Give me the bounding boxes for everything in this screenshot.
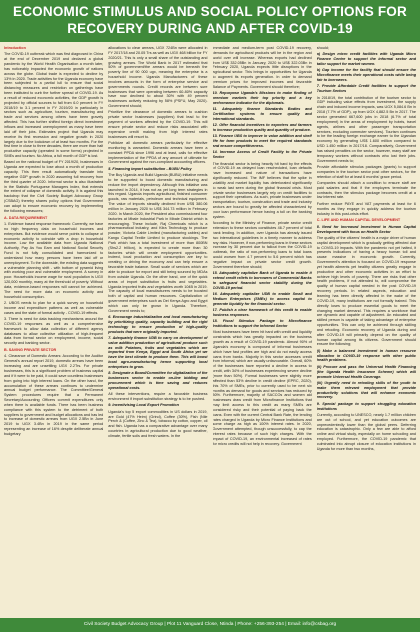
heading: 16. Adequately capitalize UDB to enable Small and Medium Enterprises (SMEs) to access capital to generate liquidity for the financial sector. — [212, 292, 312, 306]
paragraph: Provide affordable stimulus packages (grants) to support companies in the tourism sector post other sectors, for the retention of staff for at least 6 months' grace period. — [316, 164, 416, 179]
heading: 17. Publish a clear framework of this credit to enable business responses. — [212, 308, 312, 317]
paragraph: Based on the national budget of FY 2019/20, businesses in Uganda are expected to lose about a month of production capacity. This then result automatically translate into negative GDP growth in 2020 assuming full recovery from the third quarter of 2020. Informal sector is also illustrated in the Statistic Portuguese Managers Index, that extends the extent of collapse of domestic activity. It is against this backdrop that the Civil Society Budget Advocacy Group (CSBAG) thereby shares policy options that Government can adopt to ensure economic recovery by implementing the following measures; — [4, 160, 104, 213]
heading: 18. Fiscal Stimulus Package to Microfinance Institutions to support the Informal Sector — [212, 319, 312, 329]
paragraph: Further reduce PAYE and VAT payments at least for 6 months as they engage in quickly address the tourism industry in this post-crisis effort. — [316, 201, 416, 216]
heading: 9. Special package to support struggling education institutions — [316, 401, 416, 411]
column-2 — [108, 46, 207, 616]
paragraph: Prioritize the clearance of domestic arrears to cushion private sector businesses (suppliers) that lead to the payment of workers affected by the COVID-19. This will ensure private sector and reduce risks associated with expensive credit making from high interest rates businesses will resort to. — [108, 110, 208, 139]
paragraph: The quality of the citizens' health is a major driver of human capital development which is gradually getting affected due to COVID-19 impacts. With the pandemic not yet halted, it presents indications of having a heavy human toll and cause massive in economic growth. Currently, Government's attention is focused on COVID-19 response yet health ailments yet healthy citizens greatly engage in productive and other economic activities in an effort to achieve high levels of poverty. There are risks that other health problems, if not attended to, will compromise the quality of human capital needed in the post COVID-19 recovery periods. In related aspects, education and learning has been directly affected in the wake of the COVID-19, many institutions are not formally trained. This directly loses to produce essential goods to meet the changing market demand. This requires a workforce that are dynamic and capable of adjustment. An educated and skilled person is capable of taking advantage of enterprise opportunities. This can only be achieved through skilling and retooling. Economic recovery of Uganda during and after COVID-19 will primarily depend on the quality of human capital among its citizens. Government should ensure the following; — [316, 235, 416, 347]
heading: 5. Financing import substitution - BUBU Policy — [108, 166, 192, 171]
paragraph: Uganda's top 5 export commodities in US dollars in 2019, are Gold (47% Heim) (Grind), Coffee (30%), Fish (Nile Perch & (Coffee, Zinc & Tea), tobacco by cotton, copper, oil and fish. Uganda has a comparative advantage over many countries in agricultural production due to good weather, climate, fertile soils and fresh waters. In the — [108, 409, 208, 438]
paragraph: The COVID-19 outbreak which was first diagnosed in China at the end of December 2019 and declared a global pandemic by the World Health Organisation a month later, has noticeably impacted the economic growth of nations across the globe. Global trade is expected to decline by 13% in 2020. Trade activities for the Uganda economy have been subjected to a partial lull to ensure that social distancing measures and restriction on gatherings have been instituted to curb the further spread of COVID-19. As a result of reduced economic activities, the GDP growth is projected by official sources to fall from 6.0 percent in FY 2018/19 to 3.1 percent in FY 2019/20 in particularly in sectors such as agriculture, tourism, manufacturing and trade and services among others have been gravely affected. This has further shifted foreign direct investment inflows and increased unemployment as many have been laid off their jobs. Estimates project that Uganda may receive its first recession and negative growth in 2020 largely due to the lockdown of at least two months. For the first time in close to three decades, there are more than half productive capacity (operated in some forms) projected in SMEs and tourism. No Africa, a full month of GDP is lost. — [4, 52, 104, 159]
footer-bar — [0, 618, 420, 632]
heading: 13. Finance UBS to improve in value addition and shelf life for farm products to meet the required standards and ensure competitiveness. — [212, 134, 312, 149]
heading: 14. Increase Access of Credit Facility to the Private Sector — [212, 150, 312, 160]
heading: 10. Repurpose Uganda's Missions to make finding of premium markets their top priority and a key performance indicator for the diplomats. — [212, 91, 312, 105]
heading: A. DATA REQUIREMENT — [4, 215, 48, 220]
article-columns — [0, 42, 420, 616]
paragraph: The Buy Uganda and Build Uganda (BUBU) initiative needs to be supported to boost domestic manufacturing and reduce the import dependency. Although this initiative was launched in 2014, it has not as yet long term strategies in this regard. Uganda imports agricultural, finished consumer goods, raw materials, petroleum and technical equipment. The value of imports steadily declined from US$ 380.06 million in January 2020 to US$ 344.73 million in February 2020. In March 2020, the President also commissioned four factories at Mbale Industrial Park in Mbale District which is encouraging. These include, Raj Chemicals which is a pharmaceutical industry, and Kiira Technology to produce powder, Victoria Cable Limited (manufacturing cables) and Kangu Capital Textile Limited to produce stockings. The Park which has a total investment of more than 800BN (Shs2.2 trillion), is expected to create more than 30 factories which will create employment opportunities. Indeed, local production and consumption are key to creating or driving the economy and can help ensure a favorable trade balance. Small scale of services which are able to produce for export and still being sourced by MDAs from outside Uganda. On the other hand, one of the quick areas of import substitution is fruits and vegetables. Uganda imported fruits and vegetables worth 104B in 2019. The capacity of local manufacturers needs to be boosted both of capital and human resources. Capitalization of government enterprises such as Dei Kenya Agro and Egypt which can only be grown in Uganda. Therefore, Government needs to; — [108, 173, 208, 313]
paragraph: In 2018/19, the total contribution of the tourism sector to GDP including value effects from investment, the supply chain and induced income impacts, was UGX 5,084.6 Bn in 2018 (7.7% of GDP), up from UGX 4,882.5 Bn in 2017. The sector generated 667,600 jobs in 2018 (6.7% of total employment) in the areas of employment by hotels, travel agents, airlines and other passenger transportation services, excluding commuter services). Tourism continues to be the leading foreign exchange earner to the Ugandan economy by generating US$ 1.600 million compared to USD 1.450 million in 2017/18. Comparatively, Government has raised penalties on the sector, however, many staff are temporary workers without contracts who lost their jobs. Government needs to; — [316, 95, 416, 163]
heading: 7. Provide Affordable Credit facilities to support the Tourism Sectors — [316, 84, 416, 94]
paragraph: should; — [316, 46, 329, 50]
heading: B. SAVING PRIVATE SECTOR — [4, 348, 57, 353]
heading: b) Gap income for the facility that should ensure the Microfinance meets their operational costs while being fair to borrowers. — [316, 68, 416, 83]
paragraph: 2. UBOS needs to plan for a quick survey on household income and expenditure patterns as well as vulnerable cases and the state of formal activity - COVID-19 effects. — [4, 301, 104, 315]
paragraph: Most businesses have been hit hard with credit and liquidity constraints which has greatly impacted on the business growth as a result of COVID-19 pandemic. Almost 90% of Uganda's economy is composed of informal businesses which have fast profiles are high and do not easily access loans from banks. Majority in this sector accesses credit from informal, which are usually unfavourable. Overall, 60% of the businesses have reported a decline in access to credit, with 34% of businesses experiencing severe decline (more than 50%). Formal businesses were slightly more affected than 53% decline in credit decline (EPRC, 2020), this 70% of SMEs, prior to currently used to be next six months as demand for goods and services has reduced by 50%. Furthermore, majority of SACCOs and women aid businesses draw credit from Microfinance Institutions that may limit access to this credit as many SMEs are considered risky and their potential of paying back the loans. Even with the current Central Bank Rate, the lending rates charged in Uganda by Micro Finance Institutions and some charge as high as 100% interest rates. In 2020, Government attempted, though unsuccessfully, to cap the interest rates because of such high charges. With the impact of COVID-19, an environmental increased of rates for micro credits will not help in recovery. Government — [212, 330, 312, 446]
heading: (iii) Urgently need to retooling skills of the youth to make them relevant employment that provide productivity solutions that will enhance economic recovery. — [316, 380, 416, 400]
paragraph: Companies should attach a condition to ensure staff are paid salaries and that if the employers terminate the contracts, then the stimulus package becomes credit at a low interest rate. — [316, 180, 416, 200]
heading: 6. Encourage industrialization and local manufacturing by prioritizing quality, capacity building and the right technology to ensure production of high-quality products that were originally imported. — [108, 315, 208, 334]
column-4 — [317, 46, 416, 616]
heading: 7. Adequately finance UDB to carry on development of value addition production of agricultural produce such as milk Potatoes, fruits and vegetables which are imported from Kenya, Egypt and South Africa yet we have the best climate to produce them. This will boost local agro-manufacturing hence supporting local enterprises to grow. — [108, 335, 208, 369]
heading: 8. Designate a Board/Committee for digitalization of the businesses sector to enable on-line bidding and procurement which is time saving and reduces operational costs. — [108, 371, 208, 390]
heading: (i) Make a balanced investment in human resource allocation in COVID-19 response with other public health problems. — [316, 348, 416, 363]
heading: a) Design micro credit facilities with Uganda Micro Finance Centre to support the informal sector and tailor support for market women. — [316, 52, 416, 67]
paragraph: Currently, according to UNESCO, nearly 1.7 million children are out of school, and yet education outcomes are unprecedentedly lower than the global peers. Deferring education is catastrophic. Only a few are able to afford online and virtual study, especially on home schooling and employed. Furthermore, the COVID-19 pandemic that culminated into abrupt closure of education institutions in Uganda for more than two months, — [316, 412, 416, 451]
heading: Introduction — [4, 46, 26, 50]
paragraph: Publicize all domestic arrears particularly for effective monitoring is warranted. Domestic arrears have been a constant PPDA since 1996 and at least, calls for effective implementation of the PPDA of any amount of ultimate for Government against the non-compliant accounting officers. — [108, 141, 208, 165]
paragraph: 3. There is need for data tracking mechanisms around the COVID-19 responses as well as a comprehensive framework to allow data collection of different agency databases to allow collective utilization of high-frequent data from formal sector on employment, income, social security and banking sector. — [4, 317, 104, 346]
heading: 9. Incentivising Local Export Promotion — [108, 403, 179, 408]
page-title: ECONOMIC STIMULUS AND SOCIAL POLICY OPTIONS FOR RECOVERY DURING AND AFTER COVID-19 — [13, 4, 407, 36]
heading: (ii) Procure and pass the Universal Health Financing (the Uganda Health Insurance Scheme) which will promote Universal Health Coverage. — [316, 364, 416, 379]
footer-text: Civil Society Budget Advocacy Group | Plot 11 Vanguard Close, Ntinda | Phone: +256-393-254 | Email: info@csbag.org — [83, 622, 337, 627]
paragraph: 1. Evidence based response framework: Currently, we have no high frequency data on household incomes and enterprises. But evidence would serve points to collapse of economic activity to coincide with a drop in household income. Low the available data from Uganda National Authority, Pay As You Earn and National Social Security Fund is not fully consolidated and harmonized to understand how many persons have been laid off or unemployment. To the downside, the existing data suggests a vulnerable planning shift - with bottom of pyramid living with working poor and vulnerable employment. A survey in poor. Households income wage for rural population is UGX 120,000 monthly, many at the threshold of poverty. Without data, evidence-based responses will cannot be achieved. The need for more data on economic activity and household consumption. — [4, 222, 104, 299]
column-1 — [4, 46, 103, 616]
heading: 8. Need for Increased Investment in Human Capital Development with focus on Health Sector — [316, 224, 416, 234]
paragraph: immediate and medium-term post COVID-19 recovery, demands for agricultural products will be in the region and world over will increase. Whereas exports had declined from US$ 332.05Bn in January, 2020 to US$ 322.03Bn in February 2020, Uganda expects little disruptions in the agricultural sector. This brings in opportunities for Uganda to augment its exports generation. In order to demand premium prices for improved incomes and favorable Balance of Payments. Government should therefore; — [212, 46, 312, 89]
heading: 15. Adequately capitalize Bank of Uganda to enable it extend credit reliefs to borrowers of Commercial Banks to safeguard financial sector stability during the COVID-19 period. — [212, 271, 312, 290]
column-3 — [213, 46, 312, 616]
paragraph: 4. Clearance of Domestic Arrears: According to the Auditor General's annual report 2019, domestic arrears have been increasing and are unsettling UGX 2.2Trs. For private businesses, this is a significant problem of business capital and if it were to be paid, it could save countless businesses from going into high interest loans. On the other hand, the accumulation of these arrears continues to undermine annual budget performance. The Committee/General System procedures require that a Permanent Secretary/Accounting Officers commit expenditures only when there is available funds. There has been business compliance with this system to the detriment of both suppliers to government and budget allocations and has led to increase of domestic arrears from UGX 2.5Bn in June 2019 to UGX 3.4Bn in 2019 in the same period representing an increase of 16% despite deliberate annual budgetary — [4, 354, 104, 436]
heading: C. LIFE AND HUMAN CAPITAL DEVELOPMENT — [316, 218, 401, 223]
paragraph: All these interventions, require a favorable business environment if import substitution strategy is to be pushed. — [108, 392, 208, 402]
paragraph: The financial sector is being heavily hit hard by the effects of COVID-19 as delayed loan rescheduled, loan defaults have increased and nature of transactions have significantly reduced. The IMF believes that the spike in volatility and market liquidity has deteriorated significantly to weak last seen during the global financial crisis. Most private sector businesses largely rely on credit facilities to support their operations. As such, private businesses under transportation, tourism, construction and trade and industry sectors are bound to greatly be affected characterized by poor loan performance hence having a toll on the banking system. — [212, 161, 312, 219]
title-banner — [0, 0, 420, 42]
paragraph: According to the Ministry of Finance, private sector credit extension to these sectors constitutes 46.7 percent of total bank lending. In addition, over Uganda has already issued two international guidelines in a timely manner to address any risks. However, if non-performing loans in these sectors increase by 30 percent due to fallout from the COVID-19 outbreak, the ratio of non-performing loans to total loans would worsen from 4.7 percent to 5.6 percent which has negative impact on private sector credit growth. Government therefore should; — [212, 221, 312, 269]
paragraph: allocations to clear arrears, UGX 724Bn were allocated in FY 2017/18 and 20.05 Trs as well as UGX 468 billion for FY 2020/21. This is only a small share of the outstanding and growing arrears. The World Bank in 2017 estimated that 50% of government/the arrears would be beneath the poverty line of 90 000 ugx, meaning the enterprise is a household income. Uganda Manufacturers of these involves amounts in the form of enterprise service and governments rounds. Credit records are between sure businesses that were operating between 60-80% capacity have now declined to about 30% with 49 percent businesses actively reducing by 58% (PSFU, May 2020). Government should; — [108, 46, 208, 109]
heading: 11. Adequately finance Standards Bodies and Certification systems to ensure quality and international standards. — [212, 107, 312, 121]
heading: 12. Offer financial incentives to exporters and farmers to increase production quality and quantity of produce. — [212, 123, 312, 132]
